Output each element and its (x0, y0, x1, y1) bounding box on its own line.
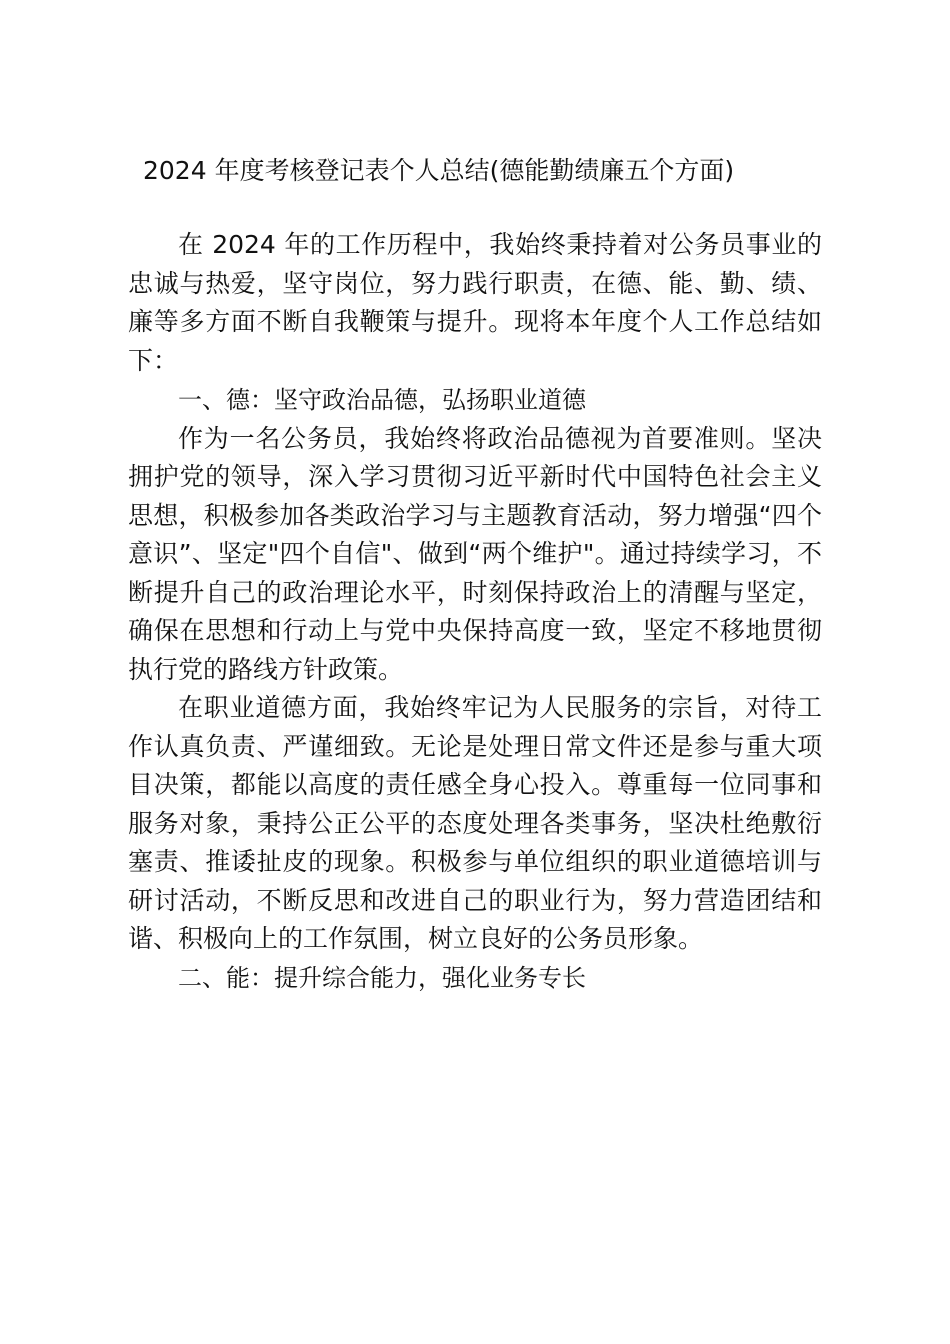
paragraph-political-integrity: 作为一名公务员，我始终将政治品德视为首要准则。坚决拥护党的领导，深入学习贯彻习近平新时代中国特色社会主义思想，积极参加各类政治学习与主题教育活动，努力增强“四个意识”、坚定"四个自信"、做到“两个维护"。通过持续学习，不断提升自己的政治理论水平，时刻保持政治上的清醒与坚定，确保在思想和行动上与党中央保持高度一致，坚定不移地贯彻执行党的路线方针政策。 (128, 423, 822, 684)
section-heading-de: 一、德：坚守政治品德，弘扬职业道德 (178, 386, 586, 414)
document-body (128, 226, 822, 997)
paragraph-professional-ethics: 在职业道德方面，我始终牢记为人民服务的宗旨，对待工作认真负责、严谨细致。无论是处理日常文件还是参与重大项目决策，都能以高度的责任感全身心投入。尊重每一位同事和服务对象，秉持公正公平的态度处理各类事务，坚决杜绝敷衍塞责、推诿扯皮的现象。积极参与单位组织的职业道德培训与研讨活动，不断反思和改进自己的职业行为，努力营造团结和谐、积极向上的工作氛围，树立良好的公务员形象。 (128, 693, 822, 953)
intro-paragraph: 在 2024 年的工作历程中，我始终秉持着对公务员事业的忠诚与热爱，坚守岗位，努力践行职责，在德、能、勤、绩、廉等多方面不断自我鞭策与提升。现将本年度个人工作总结如下： (128, 230, 822, 375)
document-title: 2024 年度考核登记表个人总结(德能勤绩廉五个方面) (143, 156, 735, 185)
section-heading-neng: 二、能：提升综合能力，强化业务专长 (178, 963, 586, 992)
